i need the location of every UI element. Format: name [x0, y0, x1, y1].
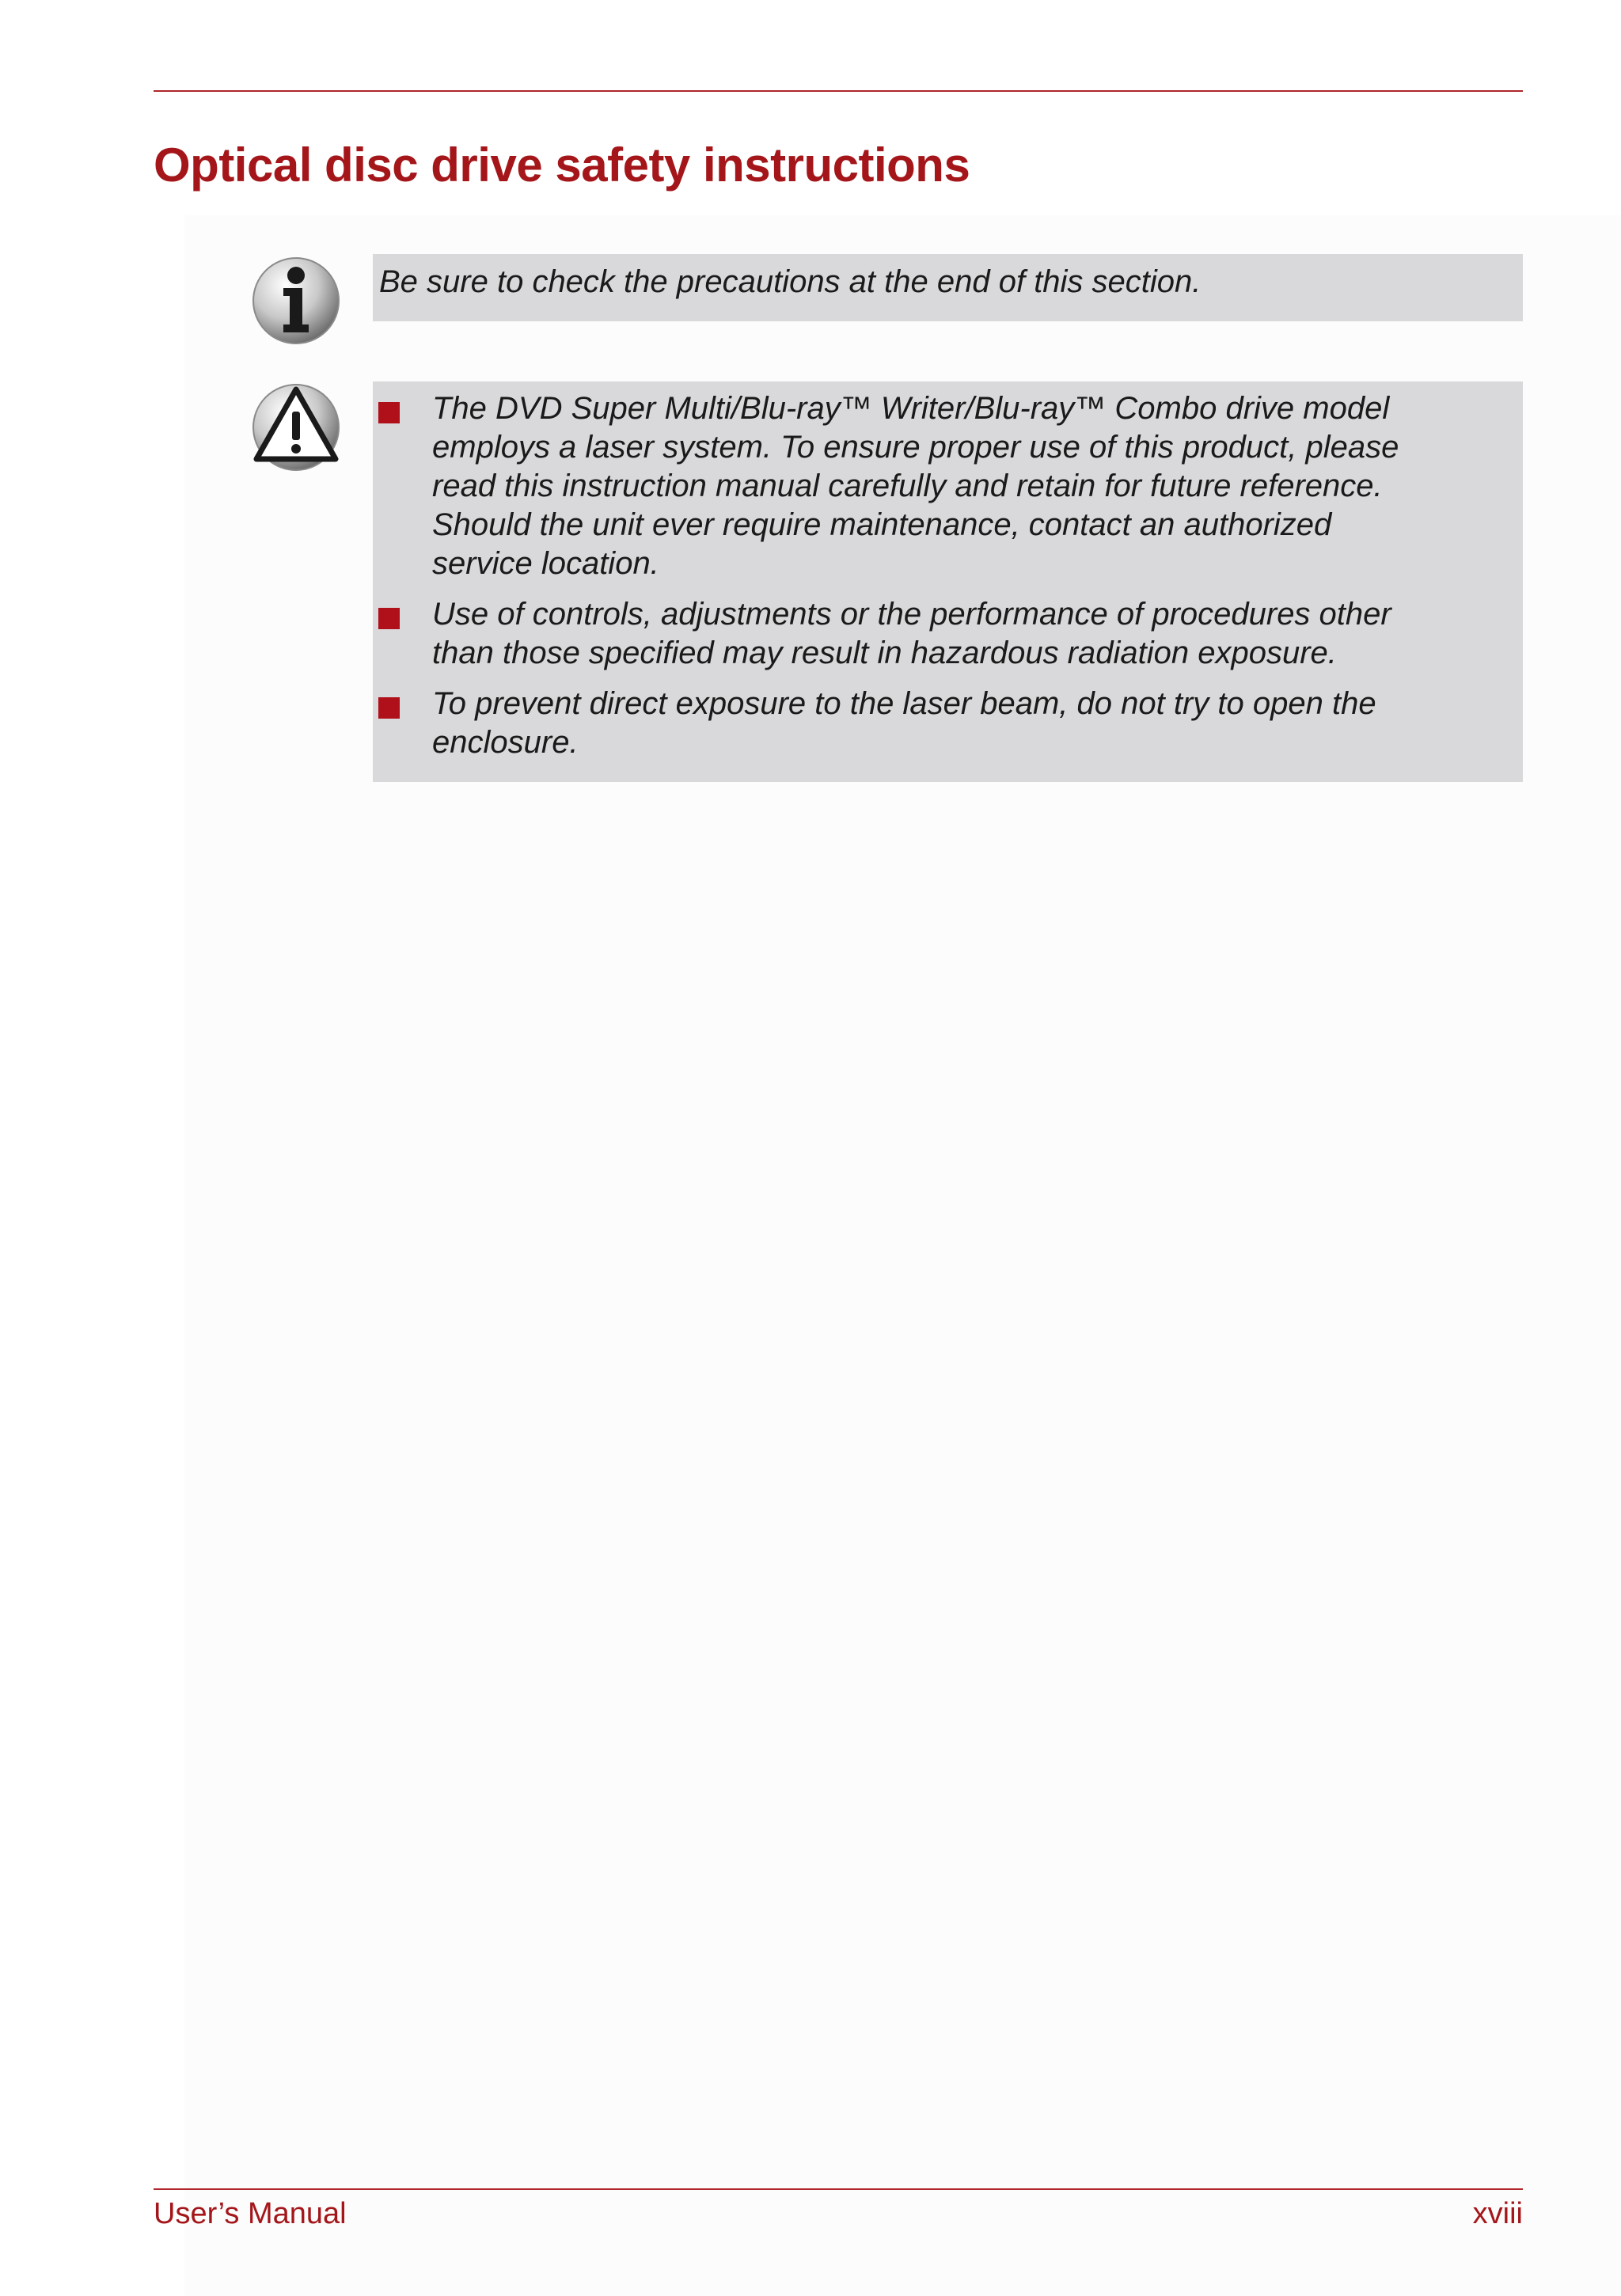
warning-icon — [252, 383, 340, 472]
info-note-text: Be sure to check the precautions at the end of this section. — [379, 264, 1202, 299]
warning-item-line: Should the unit ever require maintenance, contact an authorized — [432, 507, 1332, 542]
warning-item-line: than those specified may result in hazardous radiation exposure. — [432, 636, 1337, 670]
bullet-square-icon — [378, 402, 400, 423]
info-note-box — [373, 254, 1523, 321]
warning-item-line: read this instruction manual carefully and retain for future reference. — [432, 469, 1383, 503]
warning-item-line: The DVD Super Multi/Blu-ray™ Writer/Blu-ray™ Combo drive model — [432, 391, 1390, 426]
warning-item-line: service location. — [432, 546, 659, 581]
warning-item-line: To prevent direct exposure to the laser beam, do not try to open the — [432, 686, 1376, 721]
warning-list — [373, 389, 1523, 762]
bullet-square-icon — [378, 697, 400, 719]
warning-note-box — [373, 381, 1523, 782]
page-title: Optical disc drive safety instructions — [154, 139, 970, 192]
header-rule — [154, 90, 1523, 92]
warning-item-3 — [373, 685, 1523, 762]
warning-item-line: enclosure. — [432, 725, 579, 760]
warning-item-1 — [373, 389, 1523, 583]
info-icon — [252, 256, 340, 345]
bullet-square-icon — [378, 608, 400, 629]
warning-item-2 — [373, 595, 1523, 673]
warning-item-line: Use of controls, adjustments or the performance of procedures other — [432, 597, 1391, 632]
footer-rule — [154, 2188, 1523, 2190]
footer-manual-title: User’s Manual — [154, 2197, 347, 2230]
page-number: xviii — [1472, 2197, 1523, 2230]
warning-item-line: employs a laser system. To ensure proper use of this product, please — [432, 430, 1399, 465]
